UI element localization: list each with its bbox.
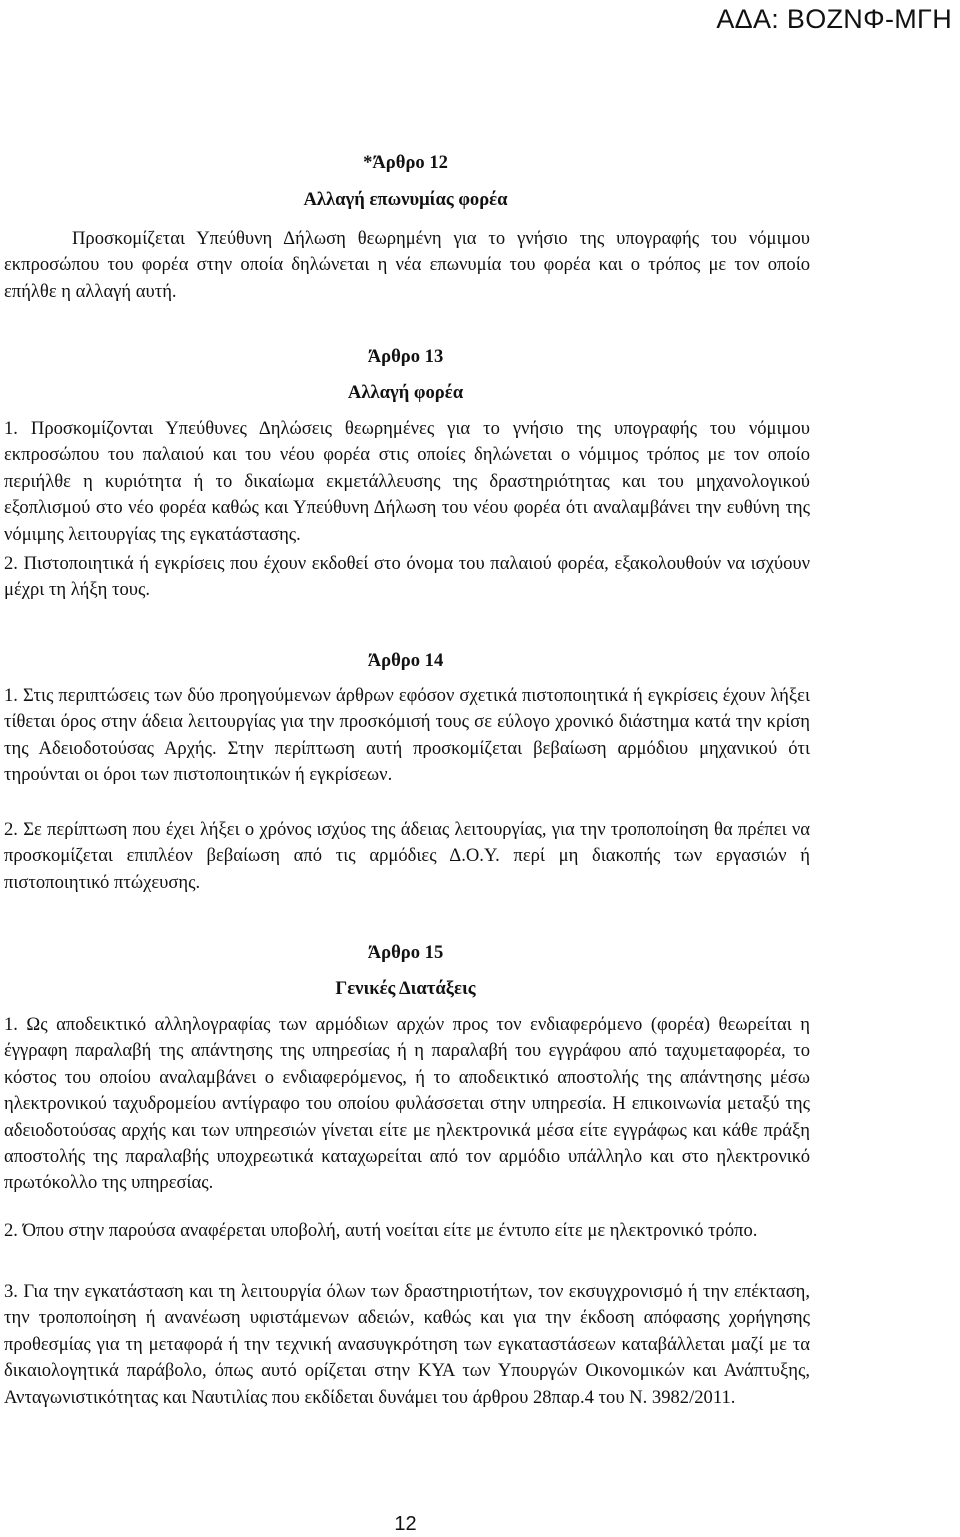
article-13-paragraph-1: 1. Προσκομίζονται Υπεύθυνες Δηλώσεις θεωρημένες για το γνήσιο της υπογραφής του νόμιμου εκπροσώπου του παλαιού και του νέου φορέα στις οποίες δηλώνεται ο νόμιμος τρόπος με τον οποίο περιήλθε η κυριότητα ή το δικαίωμα εκμετάλλευσης της δραστηριότητας και του μηχανολογικού εξοπλισμού στο νέο φορέα καθώς και Υπεύθυνη Δήλωση του νέου φορέα ότι αναλαμβάνει την ευθύνη της νόμιμης λειτουργίας της εγκατάστασης. <box>4 418 810 545</box>
article-13-title: Άρθρο 13 <box>367 346 444 367</box>
article-13-subtitle: Αλλαγή φορέα <box>347 382 464 403</box>
article-14-paragraph-1: 1. Στις περιπτώσεις των δύο προηγούμενων άρθρων εφόσον σχετικά πιστοποιητικά ή εγκρίσεις έχουν λήξει τίθεται όρος στην άδεια λειτουργίας για την προσκόμισή τους σε εύλογο χρονικό διάστημα κατά την κρίση της Αδειοδοτούσας Αρχής. Στην περίπτωση αυτή προσκομίζεται βεβαίωση αρμόδιου μηχανικού ότι τηρούνται οι όροι των πιστοποιητικών ή εγκρίσεων. <box>4 685 810 786</box>
article-15-subtitle: Γενικές Διατάξεις <box>335 978 476 999</box>
article-12-title: *Άρθρο 12 <box>363 152 448 173</box>
page-number: 12 <box>394 1513 417 1535</box>
article-12-paragraph-1: Προσκομίζεται Υπεύθυνη Δήλωση θεωρημένη για το γνήσιο της υπογραφής του νόμιμου εκπροσώπου του φορέα στην οποία δηλώνεται η νέα επωνυμία του φορέα και ο τρόπος με τον οποίο επήλθε η αλλαγή αυτή. <box>4 228 810 302</box>
article-15-paragraph-3: 3. Για την εγκατάσταση και τη λειτουργία όλων των δραστηριοτήτων, τον εκσυγχρονισμό ή την επέκταση, την τροποποίηση ή ανανέωση υφιστάμενων αδειών, καθώς και για την έκδοση απόφασης χορήγησης προθεσμίας για τη μεταφορά ή την τεχνική ανασυγκρότηση των εγκαταστάσεων καταβάλλεται μαζί με τα δικαιολογητικά παράβολο, όπως αυτό ορίζεται στην ΚΥΑ των Υπουργών Οικονομικών και Ανάπτυξης, Ανταγωνιστικότητας και Ναυτιλίας που εκδίδεται δυνάμει του άρθρου 28παρ.4 του Ν. 3982/2011. <box>4 1281 810 1408</box>
article-13-paragraph-2: 2. Πιστοποιητικά ή εγκρίσεις που έχουν εκδοθεί στο όνομα του παλαιού φορέα, εξακολουθούν να ισχύουν μέχρι τη λήξη τους. <box>4 553 810 601</box>
article-15-paragraph-1: 1. Ως αποδεικτικό αλληλογραφίας των αρμόδιων αρχών προς τον ενδιαφερόμενο (φορέα) θεωρείται η έγγραφη παραλαβή της απάντησης της υπηρεσίας ή η παραλαβή του εγγράφου από ταχυμεταφορέα, το κόστος του οποίου αναλαμβάνει ο ενδιαφερόμενος, ή το αποδεικτικό αποστολής της απάντησης μέσω ηλεκτρονικού ταχυδρομείου αντίγραφο του οποίου φυλάσσεται στην υπηρεσία. Η επικοινωνία μεταξύ της αδειοδοτούσας αρχής και των υπηρεσιών γίνεται είτε με ηλεκτρονικά μέσα είτε εγγράφως και κάθε πράξη αποστολής της παραλαβής υποχρεωτικά καταχωρείται από τον αρμόδιο υπάλληλο και στο ηλεκτρονικό πρωτόκολλο της υπηρεσίας. <box>4 1014 810 1194</box>
ada-code: ΑΔΑ: ΒΟΖΝΦ-ΜΓΗ <box>716 4 952 34</box>
article-14-paragraph-2: 2. Σε περίπτωση που έχει λήξει ο χρόνος ισχύος της άδειας λειτουργίας, για την τροποποίηση θα πρέπει να προσκομίζεται επιπλέον βεβαίωση από τις αρμόδιες Δ.Ο.Υ. περί μη διακοπής των εργασιών ή πιστοποιητικό πτώχευσης. <box>4 819 810 893</box>
article-12-subtitle: Αλλαγή επωνυμίας φορέα <box>303 189 508 210</box>
article-14-title: Άρθρο 14 <box>367 650 444 671</box>
article-15-title: Άρθρο 15 <box>367 942 444 963</box>
article-15-paragraph-2: 2. Όπου στην παρούσα αναφέρεται υποβολή, αυτή νοείται είτε με έντυπο είτε με ηλεκτρονικό τρόπο. <box>4 1220 758 1241</box>
